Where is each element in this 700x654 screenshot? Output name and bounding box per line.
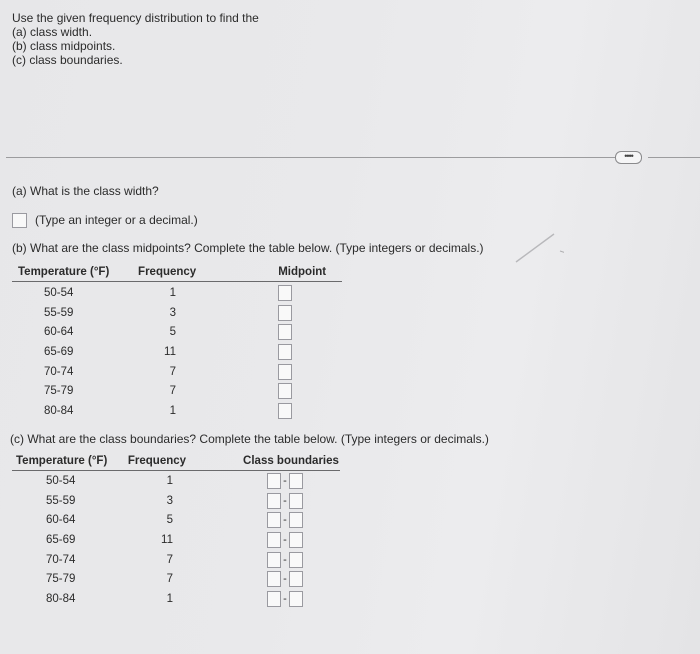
boundary-separator: -	[283, 514, 287, 527]
upper-boundary-input[interactable]	[289, 473, 303, 489]
upper-boundary-input[interactable]	[289, 532, 303, 548]
table-row	[12, 342, 342, 362]
boundary-separator: -	[283, 494, 287, 507]
frequency-cell: 1	[166, 592, 173, 605]
table-row	[12, 283, 342, 303]
instruction-line: (c) class boundaries.	[12, 53, 123, 67]
divider	[648, 157, 700, 158]
midpoint-input[interactable]	[278, 305, 292, 321]
frequency-cell: 3	[166, 494, 173, 507]
frequency-cell: 11	[161, 533, 173, 546]
lower-boundary-input[interactable]	[267, 473, 281, 489]
midpoint-cell	[180, 342, 342, 362]
midpoint-cell	[180, 362, 342, 382]
temperature-cell: 70-74	[46, 553, 76, 566]
temperature-cell: 75-79	[44, 385, 74, 398]
boundary-separator: -	[283, 533, 287, 546]
temperature-cell: 65-69	[46, 533, 76, 546]
temperature-cell: 80-84	[44, 404, 74, 417]
boundaries-cell	[179, 530, 340, 550]
header-temperature: Temperature (°F)	[12, 452, 110, 471]
midpoint-input[interactable]	[278, 383, 292, 399]
part-c-question: (c) What are the class boundaries? Complete the table below. (Type integers or decimals.)	[10, 432, 489, 446]
boundaries-cell	[179, 471, 340, 491]
header-midpoint: Midpoint	[196, 263, 342, 282]
table-row	[12, 401, 342, 421]
boundary-separator: -	[283, 474, 287, 487]
boundaries-cell	[179, 550, 340, 570]
midpoint-cell	[180, 401, 342, 421]
part-a-hint: (Type an integer or a decimal.)	[35, 213, 198, 227]
temperature-cell: 65-69	[44, 345, 74, 358]
upper-boundary-input[interactable]	[289, 552, 303, 568]
frequency-cell: 11	[164, 345, 176, 358]
lower-boundary-input[interactable]	[267, 591, 281, 607]
temperature-cell: 60-64	[46, 514, 76, 527]
midpoint-cell	[180, 381, 342, 401]
frequency-cell: 3	[169, 306, 176, 319]
instruction-line: (b) class midpoints.	[12, 39, 116, 53]
part-b-question: (b) What are the class midpoints? Complete the table below. (Type integers or decimals.)	[12, 241, 484, 255]
temperature-cell: 50-54	[46, 474, 76, 487]
boundaries-cell	[179, 569, 340, 589]
pen-mark-icon	[514, 216, 564, 266]
lower-boundary-input[interactable]	[267, 552, 281, 568]
divider	[6, 157, 626, 158]
upper-boundary-input[interactable]	[289, 493, 303, 509]
instruction-line: (a) class width.	[12, 25, 93, 39]
instruction-line: Use the given frequency distribution to find the	[12, 11, 259, 25]
boundaries-cell	[179, 589, 340, 609]
class-width-input[interactable]	[12, 213, 27, 228]
midpoint-table-body	[12, 283, 342, 421]
lower-boundary-input[interactable]	[267, 571, 281, 587]
frequency-cell: 7	[169, 385, 176, 398]
temperature-cell: 60-64	[44, 326, 74, 339]
header-temperature: Temperature (°F)	[12, 263, 118, 282]
frequency-cell: 7	[166, 553, 173, 566]
boundary-separator: -	[283, 553, 287, 566]
frequency-cell: 5	[169, 326, 176, 339]
boundaries-table-body	[12, 471, 340, 609]
header-class-boundaries: Class boundaries	[186, 452, 340, 471]
table-row	[12, 530, 340, 550]
frequency-cell: 7	[166, 573, 173, 586]
midpoint-cell	[180, 322, 342, 342]
frequency-cell: 1	[166, 474, 173, 487]
temperature-cell: 55-59	[44, 306, 74, 319]
boundaries-table	[12, 452, 340, 471]
midpoint-input[interactable]	[278, 364, 292, 380]
midpoint-input[interactable]	[278, 285, 292, 301]
table-row	[12, 510, 340, 530]
temperature-cell: 70-74	[44, 365, 74, 378]
upper-boundary-input[interactable]	[289, 571, 303, 587]
boundaries-cell	[179, 491, 340, 511]
table-row	[12, 550, 340, 570]
header-frequency: Frequency	[110, 452, 186, 471]
table-row	[12, 362, 342, 382]
upper-boundary-input[interactable]	[289, 591, 303, 607]
lower-boundary-input[interactable]	[267, 493, 281, 509]
frequency-cell: 7	[169, 365, 176, 378]
table-row	[12, 491, 340, 511]
midpoint-input[interactable]	[278, 344, 292, 360]
table-row	[12, 471, 340, 491]
midpoint-table	[12, 263, 342, 282]
temperature-cell: 50-54	[44, 286, 74, 299]
midpoint-cell	[180, 303, 342, 323]
lower-boundary-input[interactable]	[267, 512, 281, 528]
part-a-question: (a) What is the class width?	[12, 184, 159, 198]
midpoint-input[interactable]	[278, 324, 292, 340]
table-row	[12, 381, 342, 401]
table-row	[12, 303, 342, 323]
table-row	[12, 569, 340, 589]
upper-boundary-input[interactable]	[289, 512, 303, 528]
boundaries-cell	[179, 510, 340, 530]
instructions	[12, 11, 259, 67]
midpoint-cell	[180, 283, 342, 303]
temperature-cell: 80-84	[46, 592, 76, 605]
table-row	[12, 322, 342, 342]
frequency-cell: 1	[169, 286, 176, 299]
lower-boundary-input[interactable]	[267, 532, 281, 548]
frequency-cell: 5	[166, 514, 173, 527]
boundary-separator: -	[283, 592, 287, 605]
temperature-cell: 55-59	[46, 494, 76, 507]
table-row	[12, 589, 340, 609]
boundary-separator: -	[283, 573, 287, 586]
frequency-cell: 1	[169, 404, 176, 417]
temperature-cell: 75-79	[46, 573, 76, 586]
more-button[interactable]: ••••	[615, 151, 642, 164]
midpoint-input[interactable]	[278, 403, 292, 419]
header-frequency: Frequency	[118, 263, 196, 282]
